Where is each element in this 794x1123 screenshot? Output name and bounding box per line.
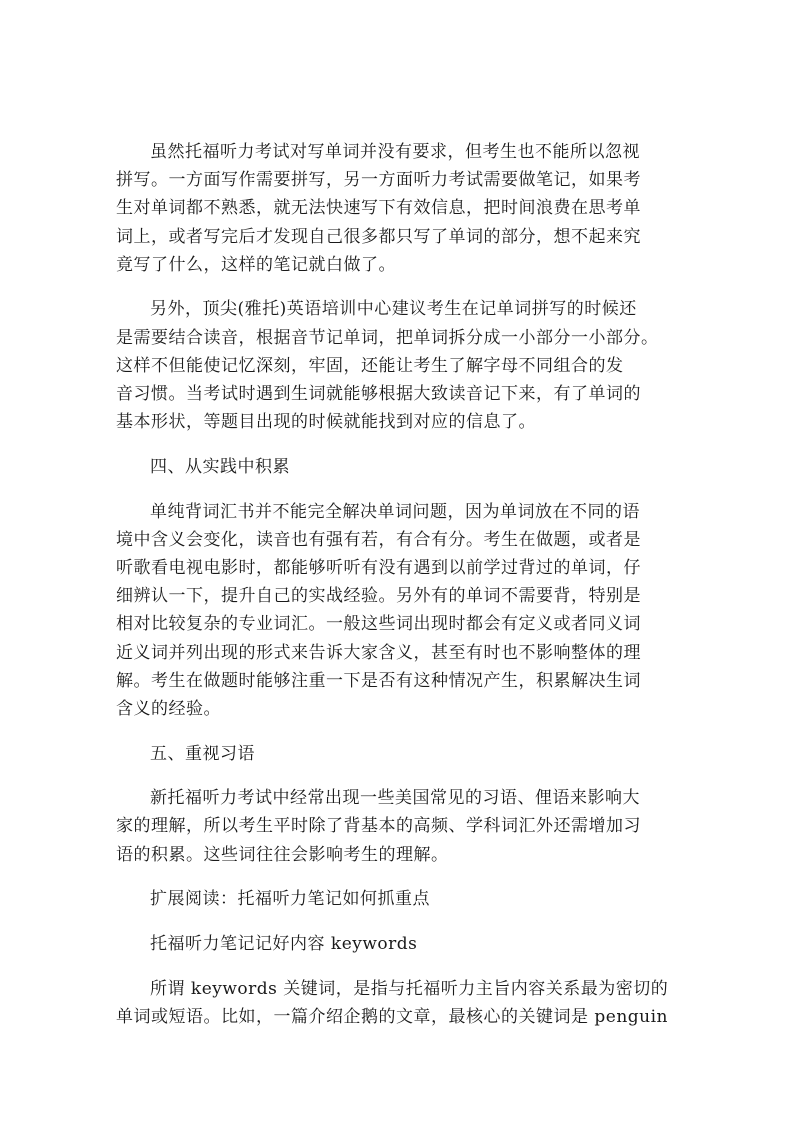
paragraph-pronunciation — [116, 295, 676, 436]
text-line: 生对单词都不熟悉，就无法快速写下有效信息，把时间浪费在思考单 — [116, 198, 641, 219]
text-line: 单词或短语。比如，一篇介绍企鹅的文章，最核心的关键词是 penguin — [116, 1006, 669, 1027]
paragraph-idioms — [116, 784, 676, 869]
keywords-heading — [116, 930, 676, 958]
text-line: 虽然托福听力考试对写单词并没有要求，但考生也不能所以忽视 — [150, 142, 640, 162]
text-line: 所谓 keywords 关键词，是指与托福听力主旨内容关系最为密切的 — [150, 978, 669, 999]
section-heading-practice — [116, 453, 676, 481]
section-heading-idioms — [116, 740, 676, 768]
heading-text: 四、从实践中积累 — [150, 456, 290, 477]
text-line: 竟写了什么，这样的笔记就白做了。 — [116, 254, 396, 275]
paragraph-practice — [116, 498, 676, 724]
heading-text: 五、重视习语 — [150, 743, 255, 764]
text-line: 音习惯。当考试时遇到生词就能够根据大致读音记下来，有了单词的 — [116, 384, 641, 404]
text-line: 是需要结合读音，根据音节记单词，把单词拆分成一小部分一小部分。 — [116, 327, 659, 348]
text-line: 含义的经验。 — [116, 698, 221, 719]
text-line: 这样不但能使记忆深刻，牢固，还能让考生了解字母不同组合的发 — [116, 355, 624, 376]
text-line: 家的理解，所以考生平时除了背基本的高频、学科词汇外还需增加习 — [116, 816, 641, 837]
text-line: 语的积累。这些词往往会影响考生的理解。 — [116, 844, 449, 865]
text-line: 解。考生在做题时能够注重一下是否有这种情况产生，积累解决生词 — [116, 670, 641, 691]
text-line: 基本形状，等题目出现的时候就能找到对应的信息了。 — [116, 412, 536, 433]
text-line: 境中含义会变化，读音也有强有若，有合有分。考生在做题，或者是 — [116, 529, 641, 550]
text-line: 拼写。一方面写作需要拼写，另一方面听力考试需要做笔记，如果考 — [116, 170, 641, 191]
heading-text: 托福听力笔记记好内容 keywords — [150, 934, 418, 954]
paragraph-spelling — [116, 138, 676, 279]
document-page — [116, 138, 676, 1048]
text-line: 新托福听力考试中经常出现一些美国常见的习语、俚语来影响大 — [150, 788, 640, 809]
text-line: 另外，顶尖(雅托)英语培训中心建议考生在记单词拼写的时候还 — [150, 299, 637, 320]
paragraph-keywords — [116, 975, 676, 1031]
text-line: 细辨认一下，提升自己的实战经验。另外有的单词不需要背，特别是 — [116, 586, 641, 607]
extended-reading-heading — [116, 885, 676, 913]
text-line: 听歌看电视电影时，都能够听听有没有遇到以前学过背过的单词，仔 — [116, 557, 641, 578]
text-line: 词上，或者写完后才发现自己很多都只写了单词的部分，想不起来究 — [116, 226, 641, 247]
heading-text: 扩展阅读：托福听力笔记如何抓重点 — [150, 889, 430, 910]
text-line: 近义词并列出现的形式来告诉大家含义，甚至有时也不影响整体的理 — [116, 642, 641, 663]
text-line: 单纯背词汇书并不能完全解决单词问题，因为单词放在不同的语 — [150, 501, 640, 522]
text-line: 相对比较复杂的专业词汇。一般这些词出现时都会有定义或者同义词 — [116, 614, 641, 635]
